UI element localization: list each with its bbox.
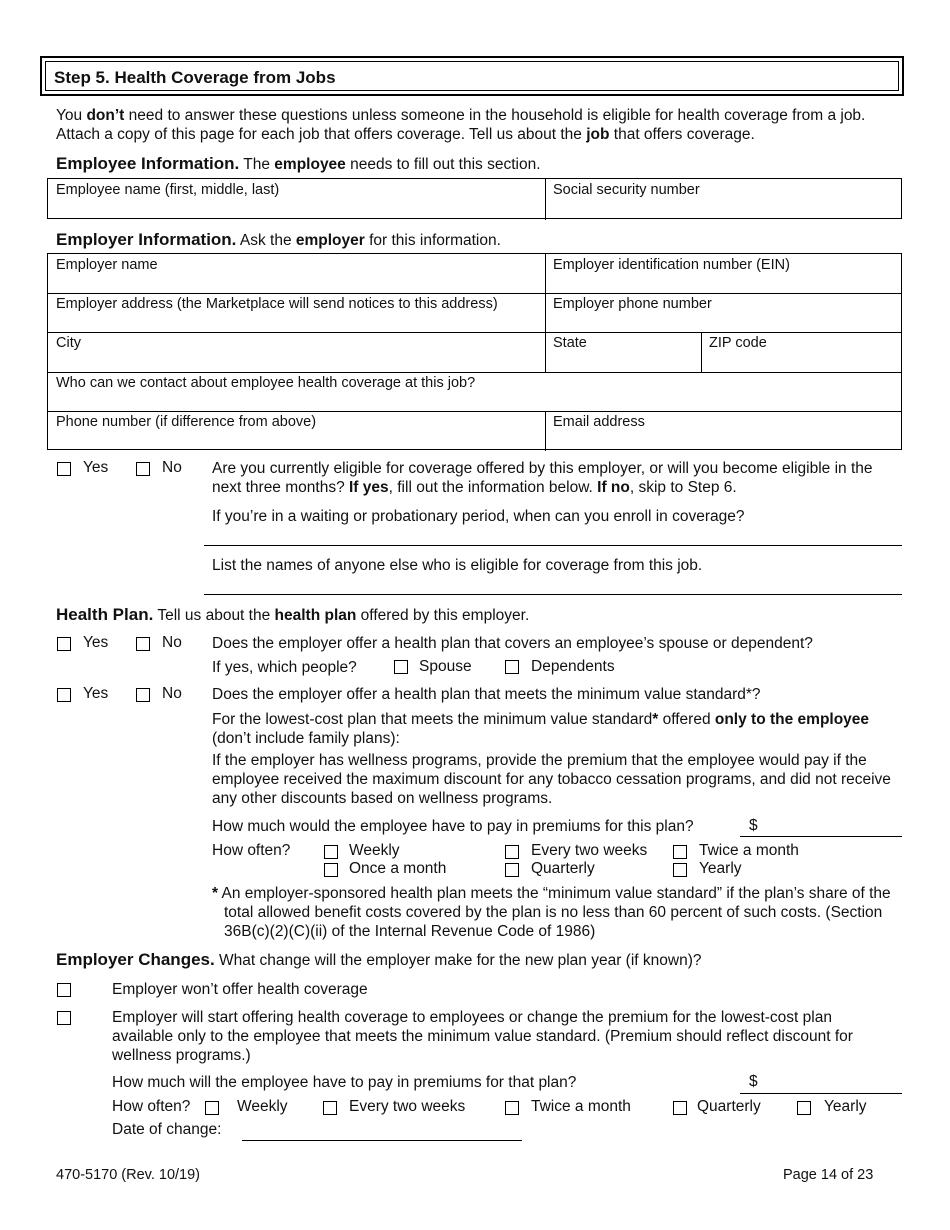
intro-bold-job: job xyxy=(586,126,610,143)
start-offering-checkbox[interactable] xyxy=(57,1011,71,1025)
weekly-label: Weekly xyxy=(349,842,400,859)
yearly-label: Yearly xyxy=(699,860,742,877)
every-two-weeks-label: Every two weeks xyxy=(531,842,648,859)
premium-dollar-sign: $ xyxy=(749,817,758,834)
waiting-period-question: If you’re in a waiting or probationary period, when can you enroll in coverage? xyxy=(212,508,745,525)
employer-phone-field[interactable]: Employer phone number xyxy=(553,296,712,312)
new-yearly-checkbox[interactable] xyxy=(797,1101,811,1115)
employee-info-title: Employee Information. xyxy=(56,154,240,173)
new-premium-dollar-sign: $ xyxy=(749,1073,758,1090)
yearly-checkbox[interactable] xyxy=(673,863,687,877)
employer-changes-heading xyxy=(56,950,701,970)
dependents-checkbox[interactable] xyxy=(505,660,519,674)
employee-info-heading xyxy=(56,154,541,174)
eligible-yes-label: Yes xyxy=(83,459,109,476)
dependents-label: Dependents xyxy=(531,658,615,675)
step-title: Step 5. Health Coverage from Jobs xyxy=(54,68,336,87)
minval-footnote xyxy=(212,884,904,941)
employer-info-table xyxy=(47,253,902,450)
employer-info-bold: employer xyxy=(295,232,365,249)
date-of-change-line[interactable] xyxy=(242,1140,522,1141)
lowest-cost-plan-text xyxy=(212,710,872,748)
employer-info-text-2: for this information. xyxy=(364,232,501,249)
intro-text-2: need to answer these questions unless someone in the household is eligible for health coverage from a job. Attach a copy of this page for each job that offers coverage. Tell us about the xyxy=(56,107,866,143)
employee-info-text-1: The xyxy=(239,156,275,173)
premium-amount-line[interactable] xyxy=(740,836,902,837)
lowest-text-3: (don’t include family plans): xyxy=(212,730,400,747)
new-weekly-checkbox[interactable] xyxy=(205,1101,219,1115)
once-month-checkbox[interactable] xyxy=(324,863,338,877)
eligibility-bold-yes: If yes xyxy=(349,479,389,496)
email-field[interactable]: Email address xyxy=(553,414,645,430)
quarterly-label: Quarterly xyxy=(531,860,595,877)
no-coverage-checkbox[interactable] xyxy=(57,983,71,997)
which-people-label: If yes, which people? xyxy=(212,659,357,676)
eligibility-question xyxy=(212,459,892,497)
waiting-period-answer-line[interactable] xyxy=(204,545,902,546)
lowest-text-2: offered xyxy=(658,711,715,728)
intro-text-1: You xyxy=(56,107,87,124)
new-quarterly-checkbox[interactable] xyxy=(673,1101,687,1115)
health-plan-title: Health Plan. xyxy=(56,605,154,624)
form-number: 470-5170 (Rev. 10/19) xyxy=(56,1167,201,1183)
minval-no-label: No xyxy=(162,685,182,702)
minval-question: Does the employer offer a health plan that meets the minimum value standard*? xyxy=(212,686,761,703)
new-yearly-label: Yearly xyxy=(824,1098,867,1115)
employer-info-title: Employer Information. xyxy=(56,230,237,249)
lowest-bold: only to the employee xyxy=(714,711,870,728)
twice-month-label: Twice a month xyxy=(699,842,799,859)
eligibility-text-a: Are you currently eligible for coverage offered by this employer, or will you become eligible in the next three months? xyxy=(212,460,873,496)
page-number: Page 14 of 23 xyxy=(783,1167,874,1183)
employer-changes-title: Employer Changes. xyxy=(56,950,215,969)
employer-info-text-1: Ask the xyxy=(236,232,296,249)
how-often-label: How often? xyxy=(212,842,291,859)
step-header-box xyxy=(40,56,904,96)
eligible-yes-checkbox[interactable] xyxy=(57,462,71,476)
contact-field[interactable]: Who can we contact about employee health coverage at this job? xyxy=(56,375,476,391)
minval-yes-checkbox[interactable] xyxy=(57,688,71,702)
health-plan-text-1: Tell us about the xyxy=(153,607,275,624)
intro-bold-dont: don’t xyxy=(86,107,125,124)
others-eligible-answer-line[interactable] xyxy=(204,594,902,595)
date-of-change-label: Date of change: xyxy=(112,1121,222,1138)
footnote-star: * xyxy=(212,885,219,902)
new-how-often-label: How often? xyxy=(112,1098,191,1115)
new-twice-month-checkbox[interactable] xyxy=(505,1101,519,1115)
ein-field[interactable]: Employer identification number (EIN) xyxy=(553,257,790,273)
health-plan-bold: health plan xyxy=(274,607,357,624)
new-premium-question: How much will the employee have to pay in premiums for that plan? xyxy=(112,1074,577,1091)
employer-info-heading xyxy=(56,230,501,250)
employer-changes-text: What change will the employer make for the new plan year (if known)? xyxy=(214,952,702,969)
state-field[interactable]: State xyxy=(553,335,587,351)
new-twice-month-label: Twice a month xyxy=(531,1098,631,1115)
spouse-plan-yes-label: Yes xyxy=(83,634,109,651)
spouse-plan-no-label: No xyxy=(162,634,182,651)
spouse-checkbox[interactable] xyxy=(394,660,408,674)
ssn-field[interactable]: Social security number xyxy=(553,182,700,198)
weekly-checkbox[interactable] xyxy=(324,845,338,859)
every-two-weeks-checkbox[interactable] xyxy=(505,845,519,859)
employee-info-text-2: needs to fill out this section. xyxy=(345,156,541,173)
new-every-two-weeks-label: Every two weeks xyxy=(349,1098,466,1115)
spouse-plan-yes-checkbox[interactable] xyxy=(57,637,71,651)
new-premium-amount-line[interactable] xyxy=(740,1093,902,1094)
eligibility-text-b: , fill out the information below. xyxy=(388,479,598,496)
health-plan-text-2: offered by this employer. xyxy=(356,607,530,624)
eligible-no-label: No xyxy=(162,459,182,476)
quarterly-checkbox[interactable] xyxy=(505,863,519,877)
spouse-label: Spouse xyxy=(419,658,472,675)
footnote-text: An employer-sponsored health plan meets the “minimum value standard” if the plan’s share of the total allowed benefit costs covered by the plan is no less than 60 percent of such costs. (Section 36B(c)(2)(C)(ii) of the Internal Revenue Code of 1986) xyxy=(218,885,891,940)
no-coverage-label: Employer won’t offer health coverage xyxy=(112,981,368,998)
premium-question: How much would the employee have to pay in premiums for this plan? xyxy=(212,818,694,835)
zip-field[interactable]: ZIP code xyxy=(709,335,767,351)
new-quarterly-label: Quarterly xyxy=(697,1098,761,1115)
spouse-plan-no-checkbox[interactable] xyxy=(136,637,150,651)
phone-alt-field[interactable]: Phone number (if difference from above) xyxy=(56,414,317,430)
new-every-two-weeks-checkbox[interactable] xyxy=(323,1101,337,1115)
employer-name-field[interactable]: Employer name xyxy=(56,257,158,273)
minval-no-checkbox[interactable] xyxy=(136,688,150,702)
intro-paragraph xyxy=(56,106,896,144)
intro-text-3: that offers coverage. xyxy=(609,126,755,143)
twice-month-checkbox[interactable] xyxy=(673,845,687,859)
once-month-label: Once a month xyxy=(349,860,447,877)
others-eligible-question: List the names of anyone else who is eligible for coverage from this job. xyxy=(212,557,703,574)
eligibility-text-c: , skip to Step 6. xyxy=(629,479,737,496)
lowest-text-1: For the lowest-cost plan that meets the minimum value standard xyxy=(212,711,653,728)
employee-name-field[interactable]: Employee name (first, middle, last) xyxy=(56,182,280,198)
employee-info-bold: employee xyxy=(274,156,346,173)
step-header-inner xyxy=(45,61,899,91)
eligible-no-checkbox[interactable] xyxy=(136,462,150,476)
health-plan-heading xyxy=(56,605,529,625)
employer-address-field[interactable]: Employer address (the Marketplace will send notices to this address) xyxy=(56,296,498,312)
city-field[interactable]: City xyxy=(56,335,81,351)
new-weekly-label: Weekly xyxy=(237,1098,288,1115)
minval-yes-label: Yes xyxy=(83,685,109,702)
employee-info-table xyxy=(47,178,902,219)
lowest-star: * xyxy=(652,711,659,728)
spouse-plan-question: Does the employer offer a health plan that covers an employee’s spouse or dependent? xyxy=(212,635,813,652)
start-offering-label: Employer will start offering health coverage to employees or change the premium for the lowest-cost plan available only to the employee that meets the minimum value standard. (Premium should reflect discount for wellness programs.) xyxy=(112,1009,853,1064)
eligibility-bold-no: If no xyxy=(597,479,630,496)
wellness-text: If the employer has wellness programs, provide the premium that the employee would pay if the employee received the maximum discount for any tobacco cessation programs, and did not receive any other discounts based on wellness programs. xyxy=(212,752,891,807)
